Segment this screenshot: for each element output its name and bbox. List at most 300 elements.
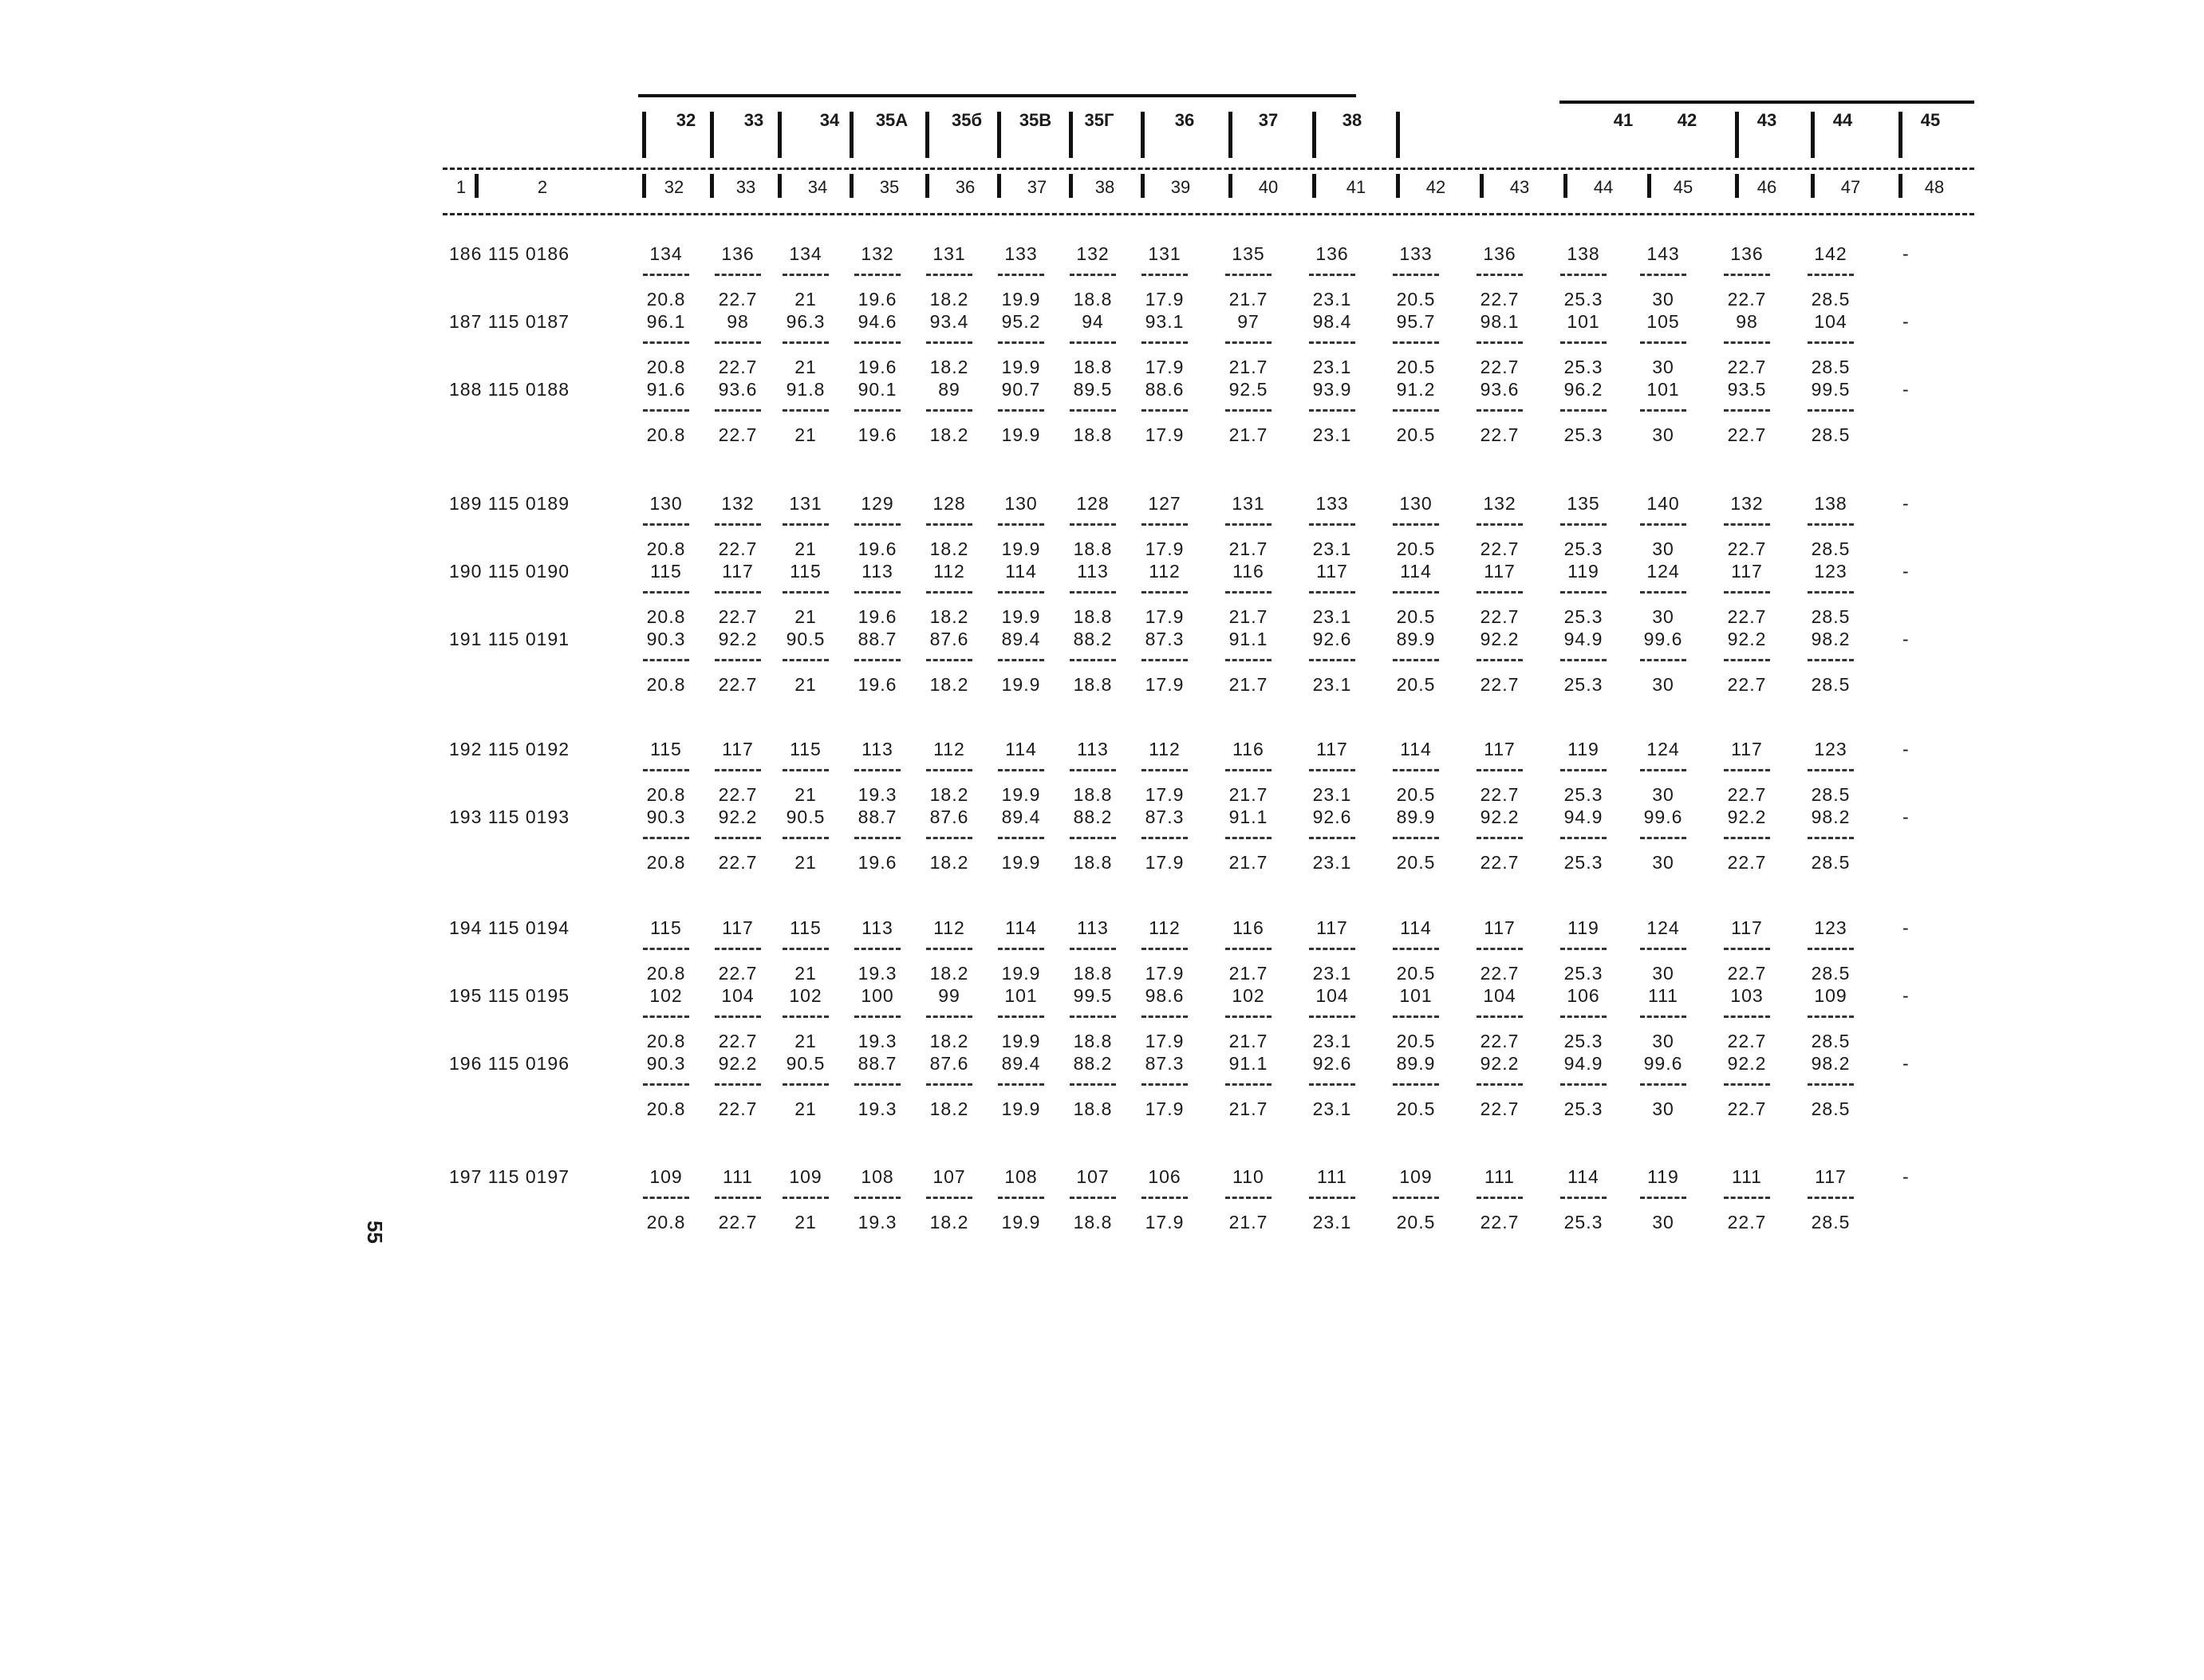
numerator-cell: 112 bbox=[933, 739, 965, 759]
header-top-label: 41 bbox=[1613, 110, 1634, 130]
denominator-cell: 23.1 bbox=[1312, 357, 1352, 377]
fraction-bar bbox=[1309, 274, 1355, 276]
denominator-cell: 19.6 bbox=[858, 289, 897, 310]
fraction-bar bbox=[783, 948, 829, 950]
denominator-cell: 23.1 bbox=[1312, 424, 1352, 445]
fraction-bar bbox=[1070, 1015, 1116, 1018]
numerator-cell: 93.6 bbox=[1480, 379, 1520, 400]
numerator-cell: 87.6 bbox=[929, 629, 969, 649]
header-divider bbox=[1141, 112, 1145, 158]
denominator-cell: 18.8 bbox=[1073, 289, 1113, 310]
numerator-cell: 133 bbox=[1315, 493, 1349, 514]
fraction-bar bbox=[715, 409, 761, 412]
fraction-bar bbox=[1724, 591, 1770, 594]
denominator-cell: 19.9 bbox=[1001, 538, 1041, 559]
denominator-cell: 30 bbox=[1652, 674, 1674, 695]
fraction-bar bbox=[643, 409, 689, 412]
denominator-cell: 21 bbox=[794, 289, 817, 310]
numerator-cell: 95.2 bbox=[1001, 311, 1041, 332]
numerator-cell: 92.6 bbox=[1312, 629, 1352, 649]
header-column-number: 42 bbox=[1425, 177, 1446, 197]
denominator-cell: 22.7 bbox=[1727, 674, 1767, 695]
denominator-cell: 20.8 bbox=[646, 424, 686, 445]
numerator-cell: 111 bbox=[1484, 1166, 1515, 1187]
fraction-bar bbox=[1640, 1197, 1686, 1199]
fraction-bar bbox=[1640, 948, 1686, 950]
header-column-number: 46 bbox=[1756, 177, 1777, 197]
numerator-cell: 90.5 bbox=[786, 629, 826, 649]
fraction-bar bbox=[1477, 837, 1523, 839]
numerator-cell: 109 bbox=[649, 1166, 683, 1187]
numerator-cell: 117 bbox=[1316, 739, 1348, 759]
numerator-cell: 89.4 bbox=[1001, 629, 1041, 649]
numerator-cell: 92.2 bbox=[718, 629, 758, 649]
numerator-cell: 90.5 bbox=[786, 806, 826, 827]
fraction-bar bbox=[643, 523, 689, 526]
numerator-cell: 117 bbox=[1815, 1166, 1847, 1187]
fraction-bar bbox=[998, 591, 1044, 594]
numerator-cell: 106 bbox=[1148, 1166, 1181, 1187]
denominator-cell: 21.7 bbox=[1228, 1212, 1268, 1232]
denominator-cell: 21.7 bbox=[1228, 674, 1268, 695]
row-label: 192 115 0192 bbox=[449, 739, 570, 759]
denominator-cell: 25.3 bbox=[1563, 1031, 1603, 1051]
numerator-cell: 136 bbox=[1483, 243, 1516, 264]
denominator-cell: 21 bbox=[794, 1098, 817, 1119]
fraction-bar bbox=[1070, 837, 1116, 839]
denominator-cell: 20.8 bbox=[646, 289, 686, 310]
denominator-cell: 25.3 bbox=[1563, 424, 1603, 445]
denominator-cell: 19.3 bbox=[858, 1212, 897, 1232]
denominator-cell: 19.9 bbox=[1001, 357, 1041, 377]
numerator-cell: 112 bbox=[1149, 561, 1181, 582]
denominator-cell: 28.5 bbox=[1811, 1212, 1851, 1232]
numerator-cell: 99.6 bbox=[1643, 806, 1683, 827]
numerator-cell: 91.6 bbox=[646, 379, 686, 400]
fraction-bar bbox=[1225, 1015, 1272, 1018]
denominator-cell: 18.8 bbox=[1073, 538, 1113, 559]
denominator-cell: 22.7 bbox=[1727, 289, 1767, 310]
numerator-cell: 109 bbox=[1814, 985, 1847, 1006]
header-divider bbox=[1735, 112, 1739, 158]
row-label: 193 115 0193 bbox=[449, 806, 570, 827]
numerator-cell: 127 bbox=[1148, 493, 1181, 514]
numerator-cell: 119 bbox=[1567, 739, 1599, 759]
numerator-cell: 91.1 bbox=[1228, 629, 1268, 649]
numerator-cell: 117 bbox=[1731, 561, 1763, 582]
denominator-cell: 28.5 bbox=[1811, 606, 1851, 627]
denominator-cell: 22.7 bbox=[1727, 784, 1767, 805]
fraction-bar bbox=[1477, 948, 1523, 950]
numerator-cell: 113 bbox=[861, 561, 893, 582]
denominator-cell: 25.3 bbox=[1563, 674, 1603, 695]
denominator-cell: 30 bbox=[1652, 784, 1674, 805]
numerator-cell: 112 bbox=[933, 917, 965, 938]
header-top-label: 36 bbox=[1174, 110, 1195, 130]
numerator-cell: 88.7 bbox=[858, 806, 897, 827]
denominator-cell: 21.7 bbox=[1228, 1031, 1268, 1051]
fraction-bar bbox=[1808, 1083, 1854, 1086]
header-top-rule-right bbox=[1559, 101, 1974, 104]
fraction-bar bbox=[1560, 769, 1607, 771]
fraction-bar bbox=[643, 341, 689, 344]
denominator-cell: 22.7 bbox=[1480, 1212, 1520, 1232]
numerator-cell: 136 bbox=[1315, 243, 1349, 264]
numerator-cell: 94 bbox=[1082, 311, 1104, 332]
fraction-bar bbox=[1309, 1083, 1355, 1086]
numerator-cell: 93.9 bbox=[1312, 379, 1352, 400]
denominator-cell: 21.7 bbox=[1228, 424, 1268, 445]
fraction-bar bbox=[998, 341, 1044, 344]
header-divider bbox=[1069, 112, 1073, 158]
denominator-cell: 22.7 bbox=[1480, 357, 1520, 377]
fraction-bar bbox=[1477, 769, 1523, 771]
numerator-cell: 132 bbox=[1076, 243, 1110, 264]
row-trailer: - bbox=[1902, 493, 1909, 514]
row-label: 194 115 0194 bbox=[449, 917, 570, 938]
denominator-cell: 19.9 bbox=[1001, 606, 1041, 627]
numerator-cell: 89.4 bbox=[1001, 806, 1041, 827]
denominator-cell: 18.2 bbox=[929, 1098, 969, 1119]
numerator-cell: 135 bbox=[1567, 493, 1600, 514]
fraction-bar bbox=[643, 769, 689, 771]
fraction-bar bbox=[1309, 837, 1355, 839]
numerator-cell: 111 bbox=[1317, 1166, 1347, 1187]
header-divider bbox=[1898, 174, 1902, 198]
denominator-cell: 20.5 bbox=[1396, 852, 1436, 873]
numerator-cell: 91.2 bbox=[1396, 379, 1436, 400]
fraction-bar bbox=[1225, 274, 1272, 276]
fraction-bar bbox=[1309, 1015, 1355, 1018]
denominator-cell: 22.7 bbox=[718, 852, 758, 873]
fraction-bar bbox=[1724, 659, 1770, 661]
fraction-bar bbox=[1808, 1197, 1854, 1199]
numerator-cell: 116 bbox=[1232, 561, 1264, 582]
row-label: 191 115 0191 bbox=[449, 629, 570, 649]
row-trailer: - bbox=[1902, 1053, 1909, 1074]
denominator-cell: 22.7 bbox=[1727, 357, 1767, 377]
numerator-cell: 94.9 bbox=[1563, 1053, 1603, 1074]
fraction-bar bbox=[1225, 591, 1272, 594]
fraction-bar bbox=[1477, 659, 1523, 661]
numerator-cell: 93.1 bbox=[1145, 311, 1185, 332]
numerator-cell: 113 bbox=[1077, 739, 1109, 759]
fraction-bar bbox=[998, 837, 1044, 839]
fraction-bar bbox=[1560, 409, 1607, 412]
fraction-bar bbox=[1393, 523, 1439, 526]
numerator-cell: 131 bbox=[1148, 243, 1181, 264]
numerator-cell: 92.5 bbox=[1228, 379, 1268, 400]
numerator-cell: 102 bbox=[649, 985, 683, 1006]
fraction-bar bbox=[1393, 659, 1439, 661]
fraction-bar bbox=[715, 274, 761, 276]
numerator-cell: 94.9 bbox=[1563, 806, 1603, 827]
numerator-cell: 136 bbox=[721, 243, 755, 264]
numerator-cell: 117 bbox=[1316, 917, 1348, 938]
fraction-bar bbox=[783, 837, 829, 839]
fraction-bar bbox=[1309, 523, 1355, 526]
fraction-bar bbox=[998, 1197, 1044, 1199]
header-divider bbox=[1312, 112, 1316, 158]
row-trailer: - bbox=[1902, 739, 1909, 759]
denominator-cell: 17.9 bbox=[1145, 357, 1185, 377]
numerator-cell: 92.2 bbox=[1480, 806, 1520, 827]
header-column-number: 2 bbox=[537, 177, 548, 197]
fraction-bar bbox=[998, 274, 1044, 276]
header-column-number: 36 bbox=[955, 177, 976, 197]
denominator-cell: 17.9 bbox=[1145, 1098, 1185, 1119]
fraction-bar bbox=[715, 341, 761, 344]
numerator-cell: 115 bbox=[790, 917, 822, 938]
fraction-bar bbox=[1477, 274, 1523, 276]
fraction-bar bbox=[1808, 274, 1854, 276]
denominator-cell: 22.7 bbox=[1480, 606, 1520, 627]
header-divider bbox=[778, 174, 782, 198]
denominator-cell: 18.8 bbox=[1073, 424, 1113, 445]
header-top-label: 35б bbox=[951, 110, 983, 130]
denominator-cell: 18.8 bbox=[1073, 606, 1113, 627]
denominator-cell: 23.1 bbox=[1312, 538, 1352, 559]
fraction-bar bbox=[854, 659, 901, 661]
denominator-cell: 22.7 bbox=[1480, 424, 1520, 445]
numerator-cell: 91.8 bbox=[786, 379, 826, 400]
numerator-cell: 103 bbox=[1730, 985, 1764, 1006]
header-divider bbox=[1228, 174, 1232, 198]
header-divider bbox=[997, 112, 1001, 158]
fraction-bar bbox=[1724, 837, 1770, 839]
denominator-cell: 23.1 bbox=[1312, 1031, 1352, 1051]
fraction-bar bbox=[1640, 837, 1686, 839]
fraction-bar bbox=[926, 1197, 972, 1199]
fraction-bar bbox=[1560, 341, 1607, 344]
denominator-cell: 19.9 bbox=[1001, 963, 1041, 984]
fraction-bar bbox=[1225, 1083, 1272, 1086]
header-divider bbox=[1811, 112, 1815, 158]
fraction-bar bbox=[783, 1083, 829, 1086]
header-divider bbox=[1069, 174, 1073, 198]
denominator-cell: 20.5 bbox=[1396, 289, 1436, 310]
row-trailer: - bbox=[1902, 806, 1909, 827]
numerator-cell: 96.2 bbox=[1563, 379, 1603, 400]
fraction-bar bbox=[783, 659, 829, 661]
fraction-bar bbox=[643, 1197, 689, 1199]
numerator-cell: 123 bbox=[1814, 739, 1847, 759]
numerator-cell: 94.9 bbox=[1563, 629, 1603, 649]
fraction-bar bbox=[1070, 274, 1116, 276]
denominator-cell: 30 bbox=[1652, 963, 1674, 984]
numerator-cell: 114 bbox=[1005, 739, 1037, 759]
denominator-cell: 22.7 bbox=[718, 1031, 758, 1051]
fraction-bar bbox=[854, 1015, 901, 1018]
fraction-bar bbox=[1141, 1083, 1188, 1086]
numerator-cell: 117 bbox=[722, 739, 754, 759]
numerator-cell: 101 bbox=[1567, 311, 1600, 332]
header-top-label: 44 bbox=[1832, 110, 1853, 130]
fraction-bar bbox=[1808, 837, 1854, 839]
numerator-cell: 93.5 bbox=[1727, 379, 1767, 400]
numerator-cell: 108 bbox=[861, 1166, 894, 1187]
denominator-cell: 23.1 bbox=[1312, 1212, 1352, 1232]
denominator-cell: 21.7 bbox=[1228, 606, 1268, 627]
denominator-cell: 22.7 bbox=[1727, 1212, 1767, 1232]
denominator-cell: 21 bbox=[794, 1031, 817, 1051]
numerator-cell: 117 bbox=[1484, 561, 1516, 582]
numerator-cell: 97 bbox=[1237, 311, 1260, 332]
header-top-label: 35Г bbox=[1084, 110, 1114, 130]
denominator-cell: 20.8 bbox=[646, 852, 686, 873]
numerator-cell: 89.4 bbox=[1001, 1053, 1041, 1074]
fraction-bar bbox=[1724, 341, 1770, 344]
fraction-bar bbox=[1724, 769, 1770, 771]
fraction-bar bbox=[1477, 523, 1523, 526]
numerator-cell: 98.4 bbox=[1312, 311, 1352, 332]
denominator-cell: 19.6 bbox=[858, 674, 897, 695]
numerator-cell: 87.3 bbox=[1145, 806, 1185, 827]
fraction-bar bbox=[643, 591, 689, 594]
fraction-bar bbox=[1225, 523, 1272, 526]
denominator-cell: 20.5 bbox=[1396, 1031, 1436, 1051]
fraction-bar bbox=[1808, 769, 1854, 771]
numerator-cell: 92.2 bbox=[1727, 629, 1767, 649]
numerator-cell: 113 bbox=[861, 739, 893, 759]
numerator-cell: 88.2 bbox=[1073, 1053, 1113, 1074]
denominator-cell: 17.9 bbox=[1145, 538, 1185, 559]
header-column-number: 40 bbox=[1258, 177, 1279, 197]
numerator-cell: 93.4 bbox=[929, 311, 969, 332]
denominator-cell: 23.1 bbox=[1312, 784, 1352, 805]
denominator-cell: 22.7 bbox=[1727, 963, 1767, 984]
fraction-bar bbox=[1070, 1083, 1116, 1086]
numerator-cell: 113 bbox=[861, 917, 893, 938]
numerator-cell: 113 bbox=[1077, 917, 1109, 938]
denominator-cell: 21.7 bbox=[1228, 784, 1268, 805]
denominator-cell: 22.7 bbox=[718, 674, 758, 695]
numerator-cell: 90.1 bbox=[858, 379, 897, 400]
header-divider bbox=[710, 112, 714, 158]
denominator-cell: 18.8 bbox=[1073, 1212, 1113, 1232]
fraction-bar bbox=[926, 1015, 972, 1018]
numerator-cell: 90.3 bbox=[646, 629, 686, 649]
numerator-cell: 101 bbox=[1004, 985, 1038, 1006]
fraction-bar bbox=[1393, 948, 1439, 950]
denominator-cell: 20.5 bbox=[1396, 424, 1436, 445]
denominator-cell: 30 bbox=[1652, 852, 1674, 873]
denominator-cell: 17.9 bbox=[1145, 963, 1185, 984]
fraction-bar bbox=[1141, 523, 1188, 526]
header-top-label: 33 bbox=[743, 110, 764, 130]
header-column-number: 45 bbox=[1673, 177, 1693, 197]
fraction-bar bbox=[1393, 837, 1439, 839]
row-trailer: - bbox=[1902, 629, 1909, 649]
header-divider bbox=[710, 174, 714, 198]
denominator-cell: 17.9 bbox=[1145, 289, 1185, 310]
numerator-cell: 89 bbox=[938, 379, 960, 400]
denominator-cell: 19.6 bbox=[858, 606, 897, 627]
numerator-cell: 91.1 bbox=[1228, 806, 1268, 827]
denominator-cell: 20.8 bbox=[646, 1031, 686, 1051]
numerator-cell: 140 bbox=[1646, 493, 1680, 514]
denominator-cell: 18.2 bbox=[929, 852, 969, 873]
denominator-cell: 20.8 bbox=[646, 1098, 686, 1119]
denominator-cell: 28.5 bbox=[1811, 538, 1851, 559]
denominator-cell: 22.7 bbox=[718, 538, 758, 559]
fraction-bar bbox=[715, 837, 761, 839]
numerator-cell: 115 bbox=[790, 561, 822, 582]
numerator-cell: 89.9 bbox=[1396, 1053, 1436, 1074]
fraction-bar bbox=[1560, 274, 1607, 276]
numerator-cell: 98 bbox=[727, 311, 749, 332]
header-divider bbox=[778, 112, 782, 158]
fraction-bar bbox=[1560, 659, 1607, 661]
denominator-cell: 18.8 bbox=[1073, 784, 1113, 805]
fraction-bar bbox=[1640, 409, 1686, 412]
denominator-cell: 23.1 bbox=[1312, 674, 1352, 695]
fraction-bar bbox=[1070, 948, 1116, 950]
header-column-number: 37 bbox=[1027, 177, 1047, 197]
numerator-cell: 90.3 bbox=[646, 806, 686, 827]
numerator-cell: 96.3 bbox=[786, 311, 826, 332]
denominator-cell: 30 bbox=[1652, 424, 1674, 445]
numerator-cell: 105 bbox=[1646, 311, 1680, 332]
fraction-bar bbox=[1808, 591, 1854, 594]
header-divider bbox=[997, 174, 1001, 198]
numerator-cell: 124 bbox=[1646, 561, 1680, 582]
fraction-bar bbox=[1225, 341, 1272, 344]
numerator-cell: 117 bbox=[1731, 917, 1763, 938]
denominator-cell: 17.9 bbox=[1145, 784, 1185, 805]
denominator-cell: 19.6 bbox=[858, 538, 897, 559]
fraction-bar bbox=[783, 769, 829, 771]
header-divider bbox=[1396, 112, 1400, 158]
fraction-bar bbox=[1309, 659, 1355, 661]
fraction-bar bbox=[1141, 769, 1188, 771]
denominator-cell: 22.7 bbox=[1727, 852, 1767, 873]
fraction-bar bbox=[1309, 591, 1355, 594]
header-divider bbox=[642, 112, 646, 158]
denominator-cell: 20.5 bbox=[1396, 357, 1436, 377]
numerator-cell: 109 bbox=[1399, 1166, 1433, 1187]
fraction-bar bbox=[1393, 341, 1439, 344]
numerator-cell: 104 bbox=[721, 985, 755, 1006]
fraction-bar bbox=[998, 659, 1044, 661]
numerator-cell: 112 bbox=[933, 561, 965, 582]
fraction-bar bbox=[854, 409, 901, 412]
row-label: 197 115 0197 bbox=[449, 1166, 570, 1187]
fraction-bar bbox=[926, 341, 972, 344]
numerator-cell: 113 bbox=[1077, 561, 1109, 582]
denominator-cell: 18.2 bbox=[929, 1212, 969, 1232]
fraction-bar bbox=[998, 1083, 1044, 1086]
header-top-label: 43 bbox=[1756, 110, 1777, 130]
header-divider bbox=[1396, 174, 1400, 198]
denominator-cell: 28.5 bbox=[1811, 784, 1851, 805]
denominator-cell: 19.3 bbox=[858, 1031, 897, 1051]
numerator-cell: 90.3 bbox=[646, 1053, 686, 1074]
fraction-bar bbox=[783, 274, 829, 276]
fraction-bar bbox=[1640, 769, 1686, 771]
numerator-cell: 138 bbox=[1814, 493, 1847, 514]
fraction-bar bbox=[643, 274, 689, 276]
denominator-cell: 18.2 bbox=[929, 784, 969, 805]
row-trailer: - bbox=[1902, 379, 1909, 400]
denominator-cell: 21.7 bbox=[1228, 289, 1268, 310]
numerator-cell: 110 bbox=[1232, 1166, 1264, 1187]
fraction-bar bbox=[783, 523, 829, 526]
numerator-cell: 96.1 bbox=[646, 311, 686, 332]
fraction-bar bbox=[1808, 341, 1854, 344]
fraction-bar bbox=[1724, 523, 1770, 526]
denominator-cell: 28.5 bbox=[1811, 674, 1851, 695]
